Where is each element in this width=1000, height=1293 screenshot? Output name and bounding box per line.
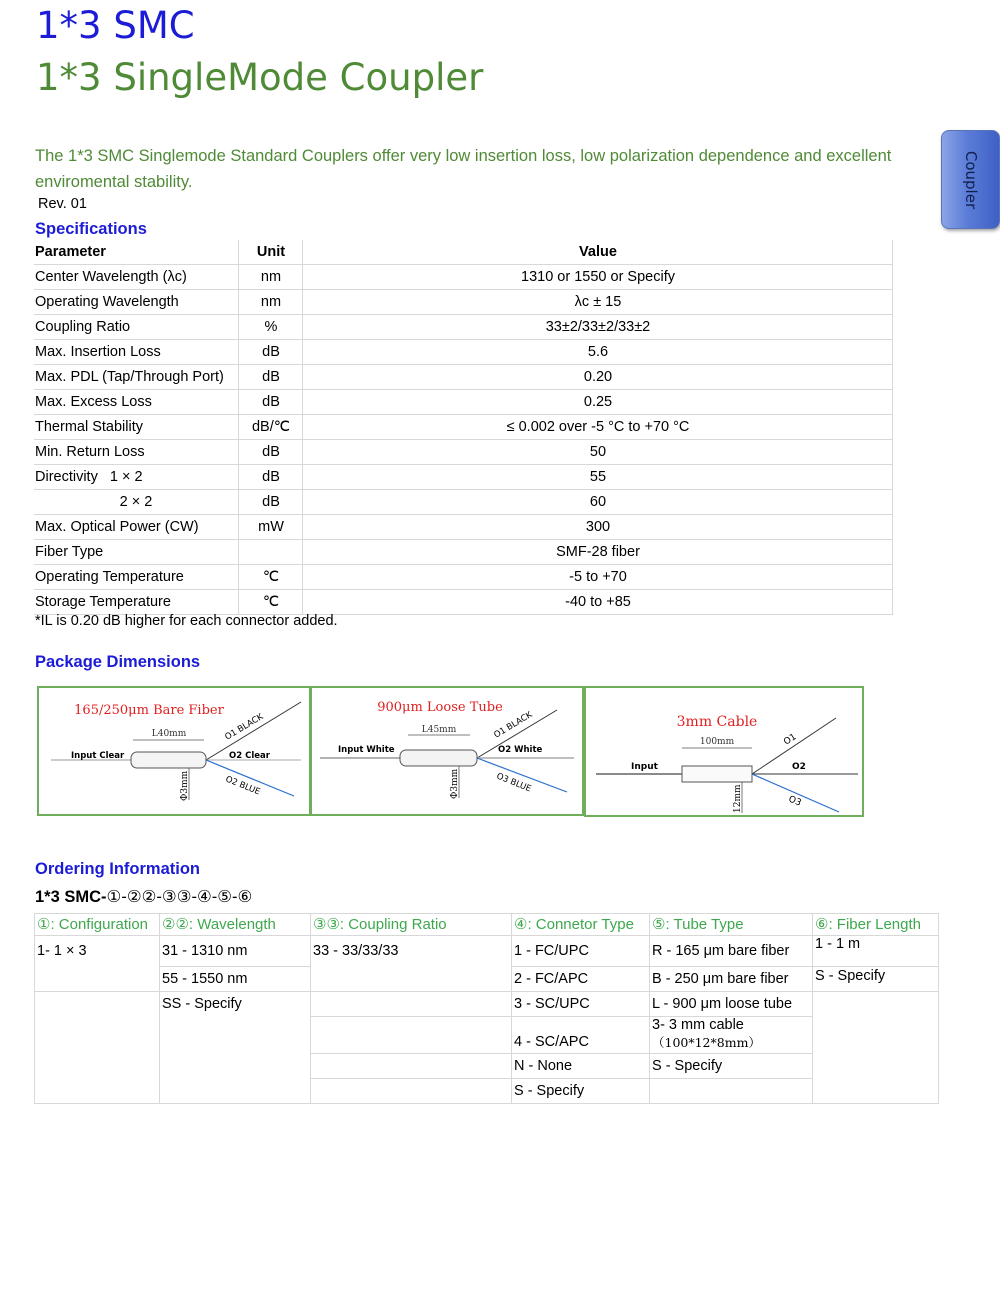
unit-cell: ℃	[239, 565, 303, 590]
table-row	[34, 490, 893, 515]
side-tab-label: Coupler	[961, 150, 980, 209]
unit-cell: %	[239, 315, 303, 340]
tube-option	[650, 1017, 813, 1054]
parameter-cell: Max. Optical Power (CW)	[34, 515, 239, 540]
value-cell: 5.6	[303, 340, 893, 365]
input-label: Input Clear	[71, 751, 125, 761]
parameter-cell: Storage Temperature	[34, 590, 239, 615]
value-cell: 300	[303, 515, 893, 540]
table-row	[34, 515, 893, 540]
table-row	[34, 290, 893, 315]
tube-option-main: 3- 3 mm cable	[652, 1017, 744, 1033]
value-cell: 50	[303, 440, 893, 465]
config-option: 1- 1 × 3	[35, 936, 160, 992]
page-title: 1*3 SMC	[36, 4, 195, 47]
bare-fiber-drawing	[39, 688, 309, 814]
connector-option: 2 - FC/APC	[512, 967, 650, 992]
parameter-cell: Coupling Ratio	[34, 315, 239, 340]
column-header: ④: Connetor Type	[512, 914, 650, 936]
table-row	[34, 365, 893, 390]
specifications-table	[34, 240, 893, 615]
tube-option: S - Specify	[650, 1054, 813, 1079]
unit-cell: dB	[239, 440, 303, 465]
parameter-cell: 2 × 2	[34, 490, 239, 515]
unit-cell: dB	[239, 340, 303, 365]
o1-label: O1 BLACK	[492, 709, 535, 741]
parameter-cell: Min. Return Loss	[34, 440, 239, 465]
length-option: S - Specify	[813, 967, 939, 992]
table-row	[34, 590, 893, 615]
empty-cell	[35, 992, 160, 1104]
table-row	[34, 340, 893, 365]
length-label: 100mm	[699, 737, 735, 747]
wavelength-option: 55 - 1550 nm	[160, 967, 311, 992]
revision-label: Rev. 01	[38, 196, 87, 212]
wavelength-option: SS - Specify	[160, 992, 311, 1104]
diameter-label: 12mm	[733, 784, 743, 813]
o2-label: O2 Clear	[229, 751, 270, 761]
unit-cell: ℃	[239, 590, 303, 615]
unit-cell: dB	[239, 365, 303, 390]
length-label: L45mm	[421, 725, 457, 735]
diagram-title: 900μm Loose Tube	[377, 700, 503, 715]
specifications-heading: Specifications	[35, 220, 147, 238]
page-subtitle: 1*3 SingleMode Coupler	[36, 56, 484, 99]
input-label: Input	[631, 762, 658, 772]
table-row	[34, 315, 893, 340]
empty-cell	[813, 992, 939, 1104]
column-header: Value	[303, 240, 893, 265]
table-header-row	[34, 240, 893, 265]
ordering-code-fields: ①-②②-③③-④-⑤-⑥	[106, 888, 253, 906]
diagram-title: 3mm Cable	[676, 714, 758, 730]
table-row	[34, 440, 893, 465]
value-cell: SMF-28 fiber	[303, 540, 893, 565]
length-label: L40mm	[151, 729, 187, 739]
wavelength-option: 31 - 1310 nm	[160, 936, 311, 967]
table-row	[34, 390, 893, 415]
table-row	[34, 540, 893, 565]
parameter-cell: Max. PDL (Tap/Through Port)	[34, 365, 239, 390]
insertion-loss-footnote: *IL is 0.20 dB higher for each connector added.	[35, 613, 338, 629]
coupler-body	[131, 752, 206, 768]
value-cell: 1310 or 1550 or Specify	[303, 265, 893, 290]
value-cell: -40 to +85	[303, 590, 893, 615]
unit-cell: nm	[239, 265, 303, 290]
column-header: Unit	[239, 240, 303, 265]
ordering-table	[34, 913, 939, 1104]
column-header: ③③: Coupling Ratio	[311, 914, 512, 936]
o2-label: O2	[792, 762, 806, 772]
column-header: ①: Configuration	[35, 914, 160, 936]
loose-tube-diagram	[310, 686, 584, 816]
diameter-label: Φ3mm	[180, 770, 190, 801]
table-row	[35, 936, 939, 967]
connector-option: 4 - SC/APC	[512, 1017, 650, 1054]
parameter-cell: Directivity 1 × 2	[34, 465, 239, 490]
ratio-option: 33 - 33/33/33	[311, 936, 512, 992]
parameter-cell: Fiber Type	[34, 540, 239, 565]
parameter-cell: Thermal Stability	[34, 415, 239, 440]
o3-label: O3	[786, 794, 803, 809]
parameter-cell: Operating Wavelength	[34, 290, 239, 315]
column-header: ⑥: Fiber Length	[813, 914, 939, 936]
column-header: ②②: Wavelength	[160, 914, 311, 936]
connector-option: 3 - SC/UPC	[512, 992, 650, 1017]
input-label: Input White	[338, 745, 395, 755]
parameter-cell: Center Wavelength (λc)	[34, 265, 239, 290]
parameter-cell: Max. Insertion Loss	[34, 340, 239, 365]
tube-option: B - 250 μm bare fiber	[650, 967, 813, 992]
tube-option: L - 900 μm loose tube	[650, 992, 813, 1017]
coupler-body	[400, 750, 477, 766]
parameter-cell: Operating Temperature	[34, 565, 239, 590]
empty-cell	[311, 1017, 512, 1054]
empty-cell	[311, 1054, 512, 1079]
unit-cell: dB	[239, 390, 303, 415]
value-cell: 0.20	[303, 365, 893, 390]
value-cell: -5 to +70	[303, 565, 893, 590]
product-description: The 1*3 SMC Singlemode Standard Couplers offer very low insertion loss, low polarization dependence and excellent enviromental stability.	[35, 147, 892, 191]
coupler-side-tab[interactable]	[941, 130, 1000, 229]
connector-option: S - Specify	[512, 1079, 650, 1104]
unit-cell: dB	[239, 490, 303, 515]
table-row	[34, 565, 893, 590]
unit-cell	[239, 540, 303, 565]
column-header: Parameter	[34, 240, 239, 265]
table-row	[35, 992, 939, 1017]
unit-cell: mW	[239, 515, 303, 540]
ordering-code	[35, 887, 252, 907]
value-cell: 60	[303, 490, 893, 515]
o1-label: O1	[782, 732, 799, 748]
bare-fiber-diagram	[37, 686, 311, 816]
unit-cell: dB/℃	[239, 415, 303, 440]
tube-option: R - 165 μm bare fiber	[650, 936, 813, 967]
o3-label: O3 BLUE	[494, 771, 533, 795]
cable-diagram	[584, 686, 864, 817]
empty-cell	[650, 1079, 813, 1104]
value-cell: ≤ 0.002 over -5 °C to +70 °C	[303, 415, 893, 440]
ordering-information-heading: Ordering Information	[35, 860, 200, 878]
connector-option: N - None	[512, 1054, 650, 1079]
connector-option: 1 - FC/UPC	[512, 936, 650, 967]
table-row	[34, 265, 893, 290]
diameter-label: Φ3mm	[450, 768, 460, 799]
diagram-title: 165/250μm Bare Fiber	[74, 703, 224, 718]
loose-tube-drawing	[312, 688, 582, 814]
o2-label: O2 White	[498, 745, 543, 755]
package-dimensions-heading: Package Dimensions	[35, 653, 201, 671]
value-cell: 55	[303, 465, 893, 490]
empty-cell	[311, 992, 512, 1017]
o3-label: O2 BLUE	[223, 774, 262, 798]
empty-cell	[311, 1079, 512, 1104]
value-cell: λc ± 15	[303, 290, 893, 315]
table-row	[34, 465, 893, 490]
cable-drawing	[586, 688, 862, 815]
o1-label: O1 BLACK	[223, 711, 266, 743]
value-cell: 0.25	[303, 390, 893, 415]
coupler-body	[682, 766, 752, 782]
table-row	[34, 415, 893, 440]
unit-cell: nm	[239, 290, 303, 315]
ordering-code-prefix: 1*3 SMC-	[35, 888, 107, 906]
length-option: 1 - 1 m	[813, 936, 939, 967]
parameter-cell: Max. Excess Loss	[34, 390, 239, 415]
tube-option-dimensions: （100*12*8mm）	[652, 1035, 761, 1050]
unit-cell: dB	[239, 465, 303, 490]
value-cell: 33±2/33±2/33±2	[303, 315, 893, 340]
table-header-row	[35, 914, 939, 936]
column-header: ⑤: Tube Type	[650, 914, 813, 936]
